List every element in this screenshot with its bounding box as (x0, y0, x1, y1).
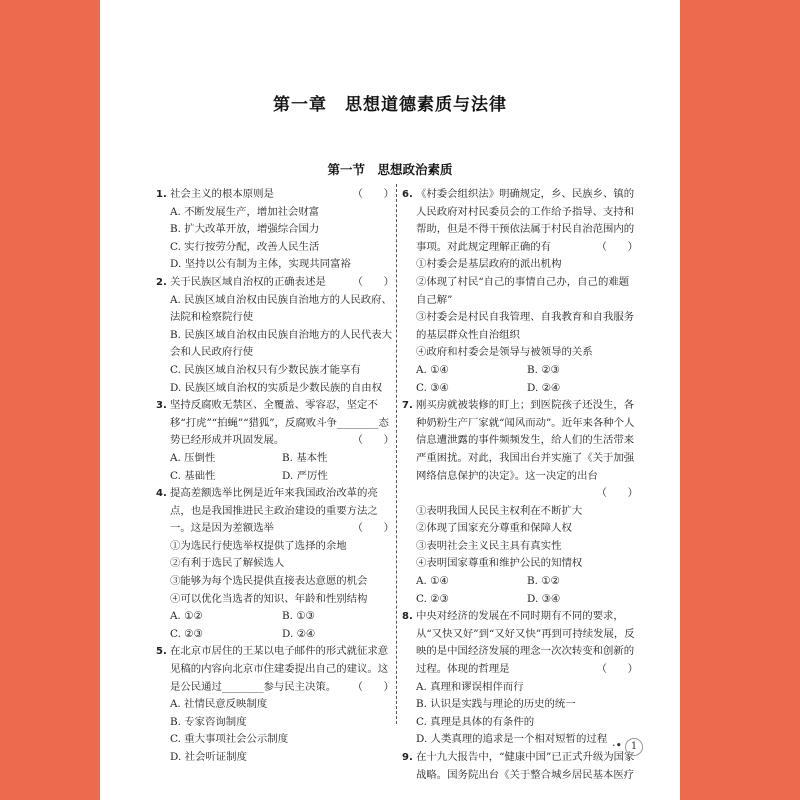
question-text (416, 608, 638, 678)
question-number: 2. (156, 276, 167, 288)
question (156, 274, 394, 397)
question (156, 485, 394, 643)
answer-option: D. 坚持以公有制为主体，实现共同富裕 (170, 258, 351, 271)
answer-option-row (156, 608, 394, 626)
answer-paren: （ ） (352, 275, 394, 288)
statement-item: ①表明我国人民民主权利在不断扩大 (416, 504, 583, 517)
answer-paren: （ ） (596, 663, 638, 676)
answer-option-row (402, 362, 638, 380)
statement-item: ④表明国家尊重和维护公民的知情权 (416, 557, 583, 570)
question-text (170, 274, 394, 292)
question-stem (402, 186, 638, 256)
answer-paren: （ ） (596, 487, 638, 500)
question-number: 5. (156, 646, 167, 658)
answer-option: C. 重大事项社会公示制度 (170, 733, 289, 746)
answer-option-row (156, 626, 394, 644)
statement-item: ③村委会是村民自我管理、自我教育和自我服务的基层群众性自治组织 (416, 311, 635, 341)
question-text-line: 在十九大报告中，“健康中国”已正式升级为国家战略。国务院出台《关于整合城乡居民基本医疗 (416, 751, 635, 781)
answer-option-row (402, 380, 638, 398)
answer-option: A. 真理和谬误相伴而行 (416, 680, 524, 693)
answer-option: B. ①③ (282, 610, 315, 623)
answer-option: A. ①④ (416, 363, 449, 376)
question-number: 7. (402, 400, 413, 412)
statement-item: ④政府和村委会是领导与被领导的关系 (416, 346, 593, 359)
question-text (170, 643, 394, 696)
chapter-title: 第一章 思想道德素质与法律 (273, 95, 507, 115)
page-number (612, 738, 643, 756)
statement-item: ④可以优化当选者的知识、年龄和性别结构 (170, 592, 368, 605)
left-column (156, 186, 394, 767)
answer-option: B. ①② (527, 575, 560, 588)
question-text-line: 关于民族区域自治权的正确表述是 (170, 275, 326, 288)
answer-option: C. 实行按劳分配，改善人民生活 (170, 240, 320, 253)
question-stem (156, 485, 394, 538)
page-decor-icon: ·• (612, 739, 622, 752)
answer-option: B. ②③ (527, 363, 560, 376)
question-stem (402, 397, 638, 503)
question-text (416, 749, 638, 784)
answer-option-row (156, 450, 394, 468)
question-text-line: 坚持反腐败无禁区、全覆盖、零容忍，坚定不移“打虎”“拍蝇”“猎狐”，反腐败斗争________态势已经形成并巩固发展。 (170, 399, 389, 447)
question (402, 749, 638, 784)
question-stem (156, 274, 394, 292)
question (402, 397, 638, 608)
question-text (170, 186, 394, 204)
answer-option: C. ②③ (170, 627, 203, 640)
question (156, 397, 394, 485)
section-title: 第一节 思想政治素质 (327, 162, 453, 177)
answer-option: A. 压倒性 (170, 451, 216, 464)
statement-item: ②体现了村民“自己的事情自己办，自己的难题自己解” (416, 275, 630, 306)
question-stem (156, 186, 394, 204)
question-text-line: 提高差额选举比例是近年来我国政治改革的亮点，也是我国推进民主政治建设的重要方法之一。这是因为差额选举 (170, 487, 378, 535)
answer-option: A. 民族区域自治权由民族自治地方的人民政府、法院和检察院行使 (170, 293, 392, 324)
answer-option: D. ②④ (282, 627, 316, 640)
column-divider (396, 184, 397, 724)
question-text-line: 在北京市居住的王某以电子邮件的形式就征求意见稿的内容向北京市住建委提出自己的建议。这是公民通过________参与民主决策。 (170, 645, 389, 693)
answer-option: A. ①④ (416, 575, 449, 588)
statement-item: ①村委会是基层政府的派出机构 (416, 258, 562, 271)
question-text (416, 186, 638, 256)
question-stem (156, 397, 394, 450)
question (402, 608, 638, 749)
right-column (402, 186, 638, 784)
answer-option: C. 基础性 (170, 469, 216, 482)
answer-option: B. 专家咨询制度 (170, 715, 247, 728)
answer-option: C. ②③ (416, 592, 449, 605)
answer-option-row (402, 573, 638, 591)
statement-item: ③表明社会主义民主具有真实性 (416, 539, 562, 552)
answer-option-row (156, 468, 394, 486)
answer-option: B. 认识是实践与理论的历史的统一 (416, 698, 576, 711)
question-text-line: 刚买房就被装修的盯上；到医院孩子还没生，各种奶粉生产厂家就“闻风而动”。近年来各种个人信息遭泄露的事件频频发生，给人们的生活带来严重困扰。对此，我国出台并实施了《关于加强网络信息保护的决定》。这一决定的出台 (416, 399, 635, 482)
answer-option: B. 民族区域自治权由民族自治地方的人民代表大会和人民政府行使 (170, 328, 393, 359)
answer-option: C. 真理是具体的有条件的 (416, 715, 535, 728)
question (156, 186, 394, 274)
question-stem (402, 608, 638, 678)
question-text (170, 397, 394, 450)
answer-option: D. 社会听证制度 (170, 751, 247, 763)
answer-option: A. ①② (170, 610, 203, 623)
question (402, 186, 638, 397)
question-text-line: 中央对经济的发展在不同时期有不同的要求，从“又快又好”到“又好又快”再到可持续发展，反映的是中国经济发展的理念一次次转变和创新的过程。体现的哲理是 (416, 610, 635, 676)
question-stem (156, 643, 394, 696)
answer-option: C. ③④ (416, 381, 449, 394)
question-stem (402, 749, 638, 784)
answer-paren: （ ） (352, 522, 394, 535)
answer-option: D. ③④ (527, 592, 561, 605)
question-number: 3. (156, 400, 167, 412)
question-text-line: 社会主义的根本原则是 (170, 188, 274, 200)
answer-paren: （ ） (352, 188, 394, 200)
statement-item: ③能够为每个选民提供直接表达意愿的机会 (170, 575, 368, 588)
page-number-value: 1 (625, 738, 643, 756)
question-number: 9. (402, 752, 413, 763)
question-number: 6. (402, 189, 413, 200)
answer-paren: （ ） (352, 680, 394, 693)
answer-option: A. 不断发展生产，增加社会财富 (170, 205, 320, 218)
answer-option-row (402, 591, 638, 609)
statement-item: ①为选民行使选举权提供了选择的余地 (170, 539, 347, 552)
question-text-line: 《村委会组织法》明确规定，乡、民族乡、镇的人民政府对村民委员会的工作给予指导、支持和帮助，但是不得干预依法属于村民自治范围内的事项。对此规定理解正确的有 (416, 188, 635, 253)
answer-paren: （ ） (352, 434, 394, 447)
answer-paren: （ ） (596, 240, 638, 253)
statement-item: ②有利于选民了解候选人 (170, 557, 285, 570)
question-text (416, 397, 638, 503)
question-number: 8. (402, 611, 413, 623)
answer-option: B. 基本性 (282, 451, 328, 464)
answer-option: D. ②④ (527, 381, 561, 394)
answer-option: A. 社情民意反映制度 (170, 698, 268, 711)
question (156, 643, 394, 766)
answer-option: D. 民族区域自治权的实质是少数民族的自由权 (170, 381, 382, 394)
answer-option: B. 扩大改革开放，增强综合国力 (170, 223, 320, 236)
question-text (170, 485, 394, 538)
answer-option: C. 民族区域自治权只有少数民族才能享有 (170, 363, 361, 376)
question-number: 4. (156, 488, 167, 500)
statement-item: ②体现了国家充分尊重和保障人权 (416, 522, 572, 535)
question-number: 1. (156, 189, 167, 200)
answer-option: D. 严厉性 (282, 469, 328, 482)
answer-option: D. 人类真理的追求是一个相对短暂的过程 (416, 733, 608, 746)
